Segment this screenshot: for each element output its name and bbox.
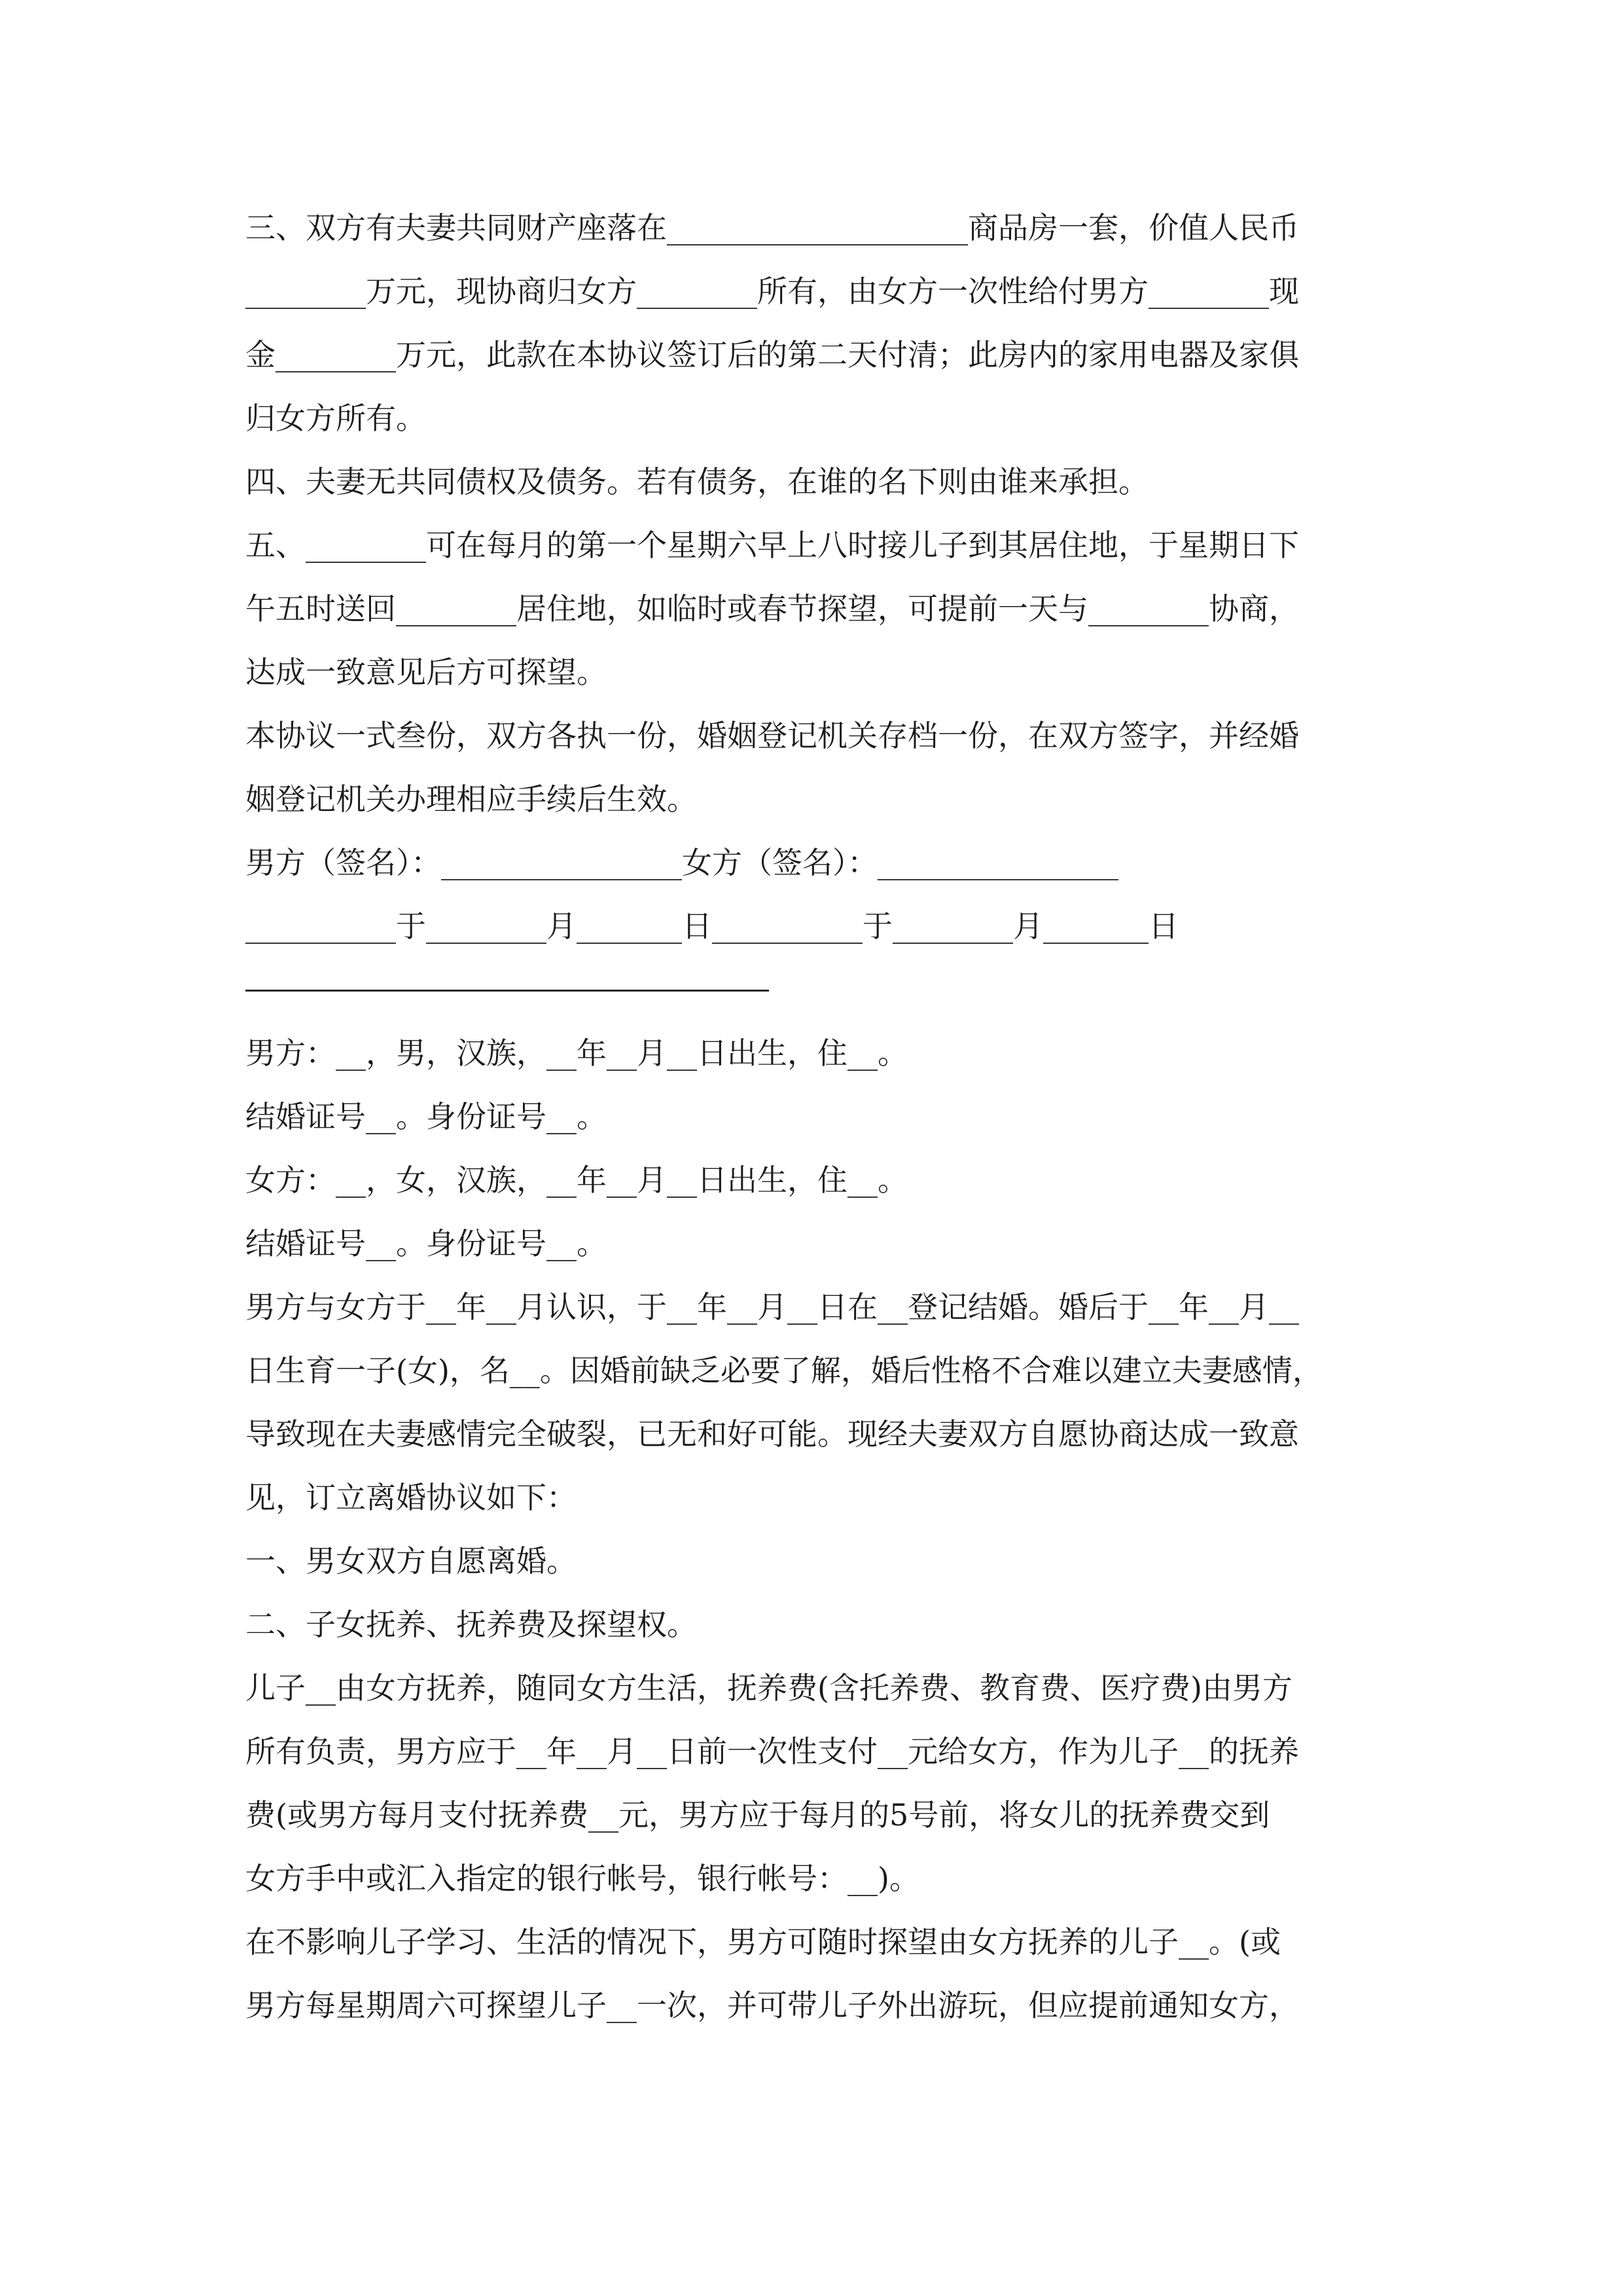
text-line: 二、子女抚养、抚养费及探望权。: [245, 1607, 697, 1642]
signature-line: 男方（签名）：________________女方（签名）：________________: [245, 845, 1118, 880]
text-line: 见，订立离婚协议如下：: [245, 1480, 577, 1515]
text-line: 男方：__，男，汉族，__年__月__日出生，住__。: [245, 1035, 908, 1071]
separator-rule: [245, 990, 769, 992]
text-line: 男方每星期周六可探望儿子__一次，并可带儿子外出游玩，但应提前通知女方，: [245, 1988, 1299, 2023]
text-line: 在不影响儿子学习、生活的情况下，男方可随时探望由女方抚养的儿子__。(或: [245, 1924, 1281, 1960]
document-body: [245, 196, 1384, 2037]
text-line: 四、夫妻无共同债权及债务。若有债务，在谁的名下则由谁来承担。: [245, 464, 1149, 499]
text-line: 本协议一式叁份，双方各执一份，婚姻登记机关存档一份，在双方签字，并经婚: [245, 718, 1299, 753]
text-line: 结婚证号__。身份证号__。: [245, 1099, 607, 1134]
text-line: ________万元，现协商归女方________所有，由女方一次性给付男方________现: [245, 274, 1299, 309]
text-line: 日生育一子(女)，名__。因婚前缺乏必要了解，婚后性格不合难以建立夫妻感情，: [245, 1353, 1323, 1388]
text-line: 一、男女双方自愿离婚。: [245, 1543, 577, 1579]
date-line: __________于________月_______日__________于________月_______日: [245, 908, 1179, 944]
text-line: 归女方所有。: [245, 401, 426, 436]
text-line: 费(或男方每月支付抚养费__元，男方应于每月的5号前，将女儿的抚养费交到: [245, 1797, 1270, 1833]
text-line: 三、双方有夫妻共同财产座落在____________________商品房一套，价值人民币: [245, 210, 1299, 245]
text-line: 达成一致意见后方可探望。: [245, 655, 607, 690]
text-line: 午五时送回________居住地，如临时或春节探望，可提前一天与________协商，: [245, 591, 1299, 626]
text-line: 结婚证号__。身份证号__。: [245, 1226, 607, 1261]
text-line: 五、________可在每月的第一个星期六早上八时接儿子到其居住地，于星期日下: [245, 528, 1299, 563]
text-line: 所有负责，男方应于__年__月__日前一次性支付__元给女方，作为儿子__的抚养: [245, 1734, 1299, 1769]
text-line: 女方手中或汇入指定的银行帐号，银行帐号：__)。: [245, 1861, 919, 1896]
text-line: 儿子__由女方抚养，随同女方生活，抚养费(含托养费、教育费、医疗费)由男方: [245, 1670, 1293, 1706]
text-line: 男方与女方于__年__月认识，于__年__月__日在__登记结婚。婚后于__年__月__: [245, 1289, 1299, 1325]
text-line: 姻登记机关办理相应手续后生效。: [245, 781, 697, 817]
text-line: 导致现在夫妻感情完全破裂，已无和好可能。现经夫妻双方自愿协商达成一致意: [245, 1416, 1299, 1452]
separator: [245, 958, 1384, 1022]
text-line: 女方：__，女，汉族，__年__月__日出生，住__。: [245, 1162, 908, 1198]
text-line: 金________万元，此款在本协议签订后的第二天付清；此房内的家用电器及家俱: [245, 337, 1299, 372]
